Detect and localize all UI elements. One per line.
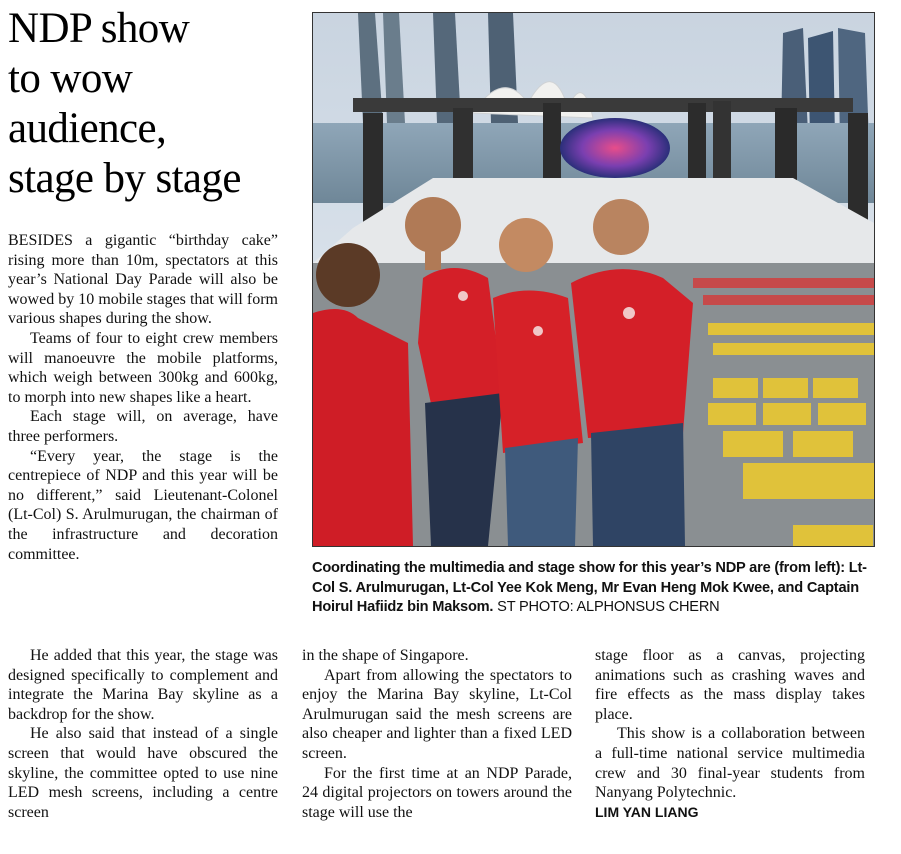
headline-line: to wow bbox=[8, 55, 133, 102]
article-bottom-column-1 bbox=[8, 646, 278, 822]
article-paragraph: BESIDES a gigantic “birthday cake” rising more than 10m, spectators at this year’s National Day Parade will also be wowed by 10 mobile stages that will form various shapes during the show. bbox=[8, 232, 278, 328]
article-left-column bbox=[8, 231, 278, 564]
article-paragraph: This show is a collaboration between a full-time national service multimedia crew and 30 final-year students from Nanyang Polytechnic. bbox=[595, 725, 865, 802]
news-photo bbox=[312, 12, 875, 547]
article-paragraph: “Every year, the stage is the centrepiece of NDP and this year will be no different,” said Lieutenant-Colonel (Lt-Col) S. Arulmurugan, the chairman of the infrastructure and decoration committee. bbox=[8, 447, 278, 563]
article-bottom-column-2 bbox=[302, 646, 572, 822]
article-paragraph: He also said that instead of a single screen that would have obscured the skyline, the committee opted to use nine LED mesh screens, including a centre screen bbox=[8, 725, 278, 821]
article-paragraph: Apart from allowing the spectators to enjoy the Marina Bay skyline, Lt-Col Arulmurugan said the mesh screens are also cheaper and lighter than a fixed LED screen. bbox=[302, 666, 572, 762]
headline bbox=[8, 4, 298, 204]
photo-caption bbox=[312, 559, 880, 618]
caption-text: Coordinating the multimedia and stage show for this year’s NDP are (from left): Lt-Col S. Arulmurugan, Lt-Col Yee Kok Meng, Mr Evan Heng Mok Kwee, and Captain Hoirul Hafiidz bin Maksom. bbox=[312, 560, 867, 615]
article-paragraph: Teams of four to eight crew members will manoeuvre the mobile platforms, which weigh between 300kg and 600kg, to morph into new shapes like a heart. bbox=[8, 329, 278, 406]
article-bottom-column-3 bbox=[595, 646, 865, 822]
photo-credit: ST PHOTO: ALPHONSUS CHERN bbox=[497, 599, 720, 615]
article-paragraph: stage floor as a canvas, projecting animations such as crashing waves and fire effects as the mass display takes place. bbox=[595, 647, 865, 723]
byline: LIM YAN LIANG bbox=[595, 803, 699, 820]
article-paragraph: Each stage will, on average, have three performers. bbox=[8, 408, 278, 445]
article-paragraph: He added that this year, the stage was designed specifically to complement and integrate the Marina Bay skyline as a backdrop for the show. bbox=[8, 647, 278, 723]
headline-line: audience, bbox=[8, 105, 167, 152]
article-paragraph: in the shape of Singapore. bbox=[302, 647, 469, 664]
article-paragraph: For the first time at an NDP Parade, 24 digital projectors on towers around the stage will use the bbox=[302, 764, 572, 821]
headline-line: stage by stage bbox=[8, 155, 241, 202]
headline-line: NDP show bbox=[8, 5, 190, 52]
